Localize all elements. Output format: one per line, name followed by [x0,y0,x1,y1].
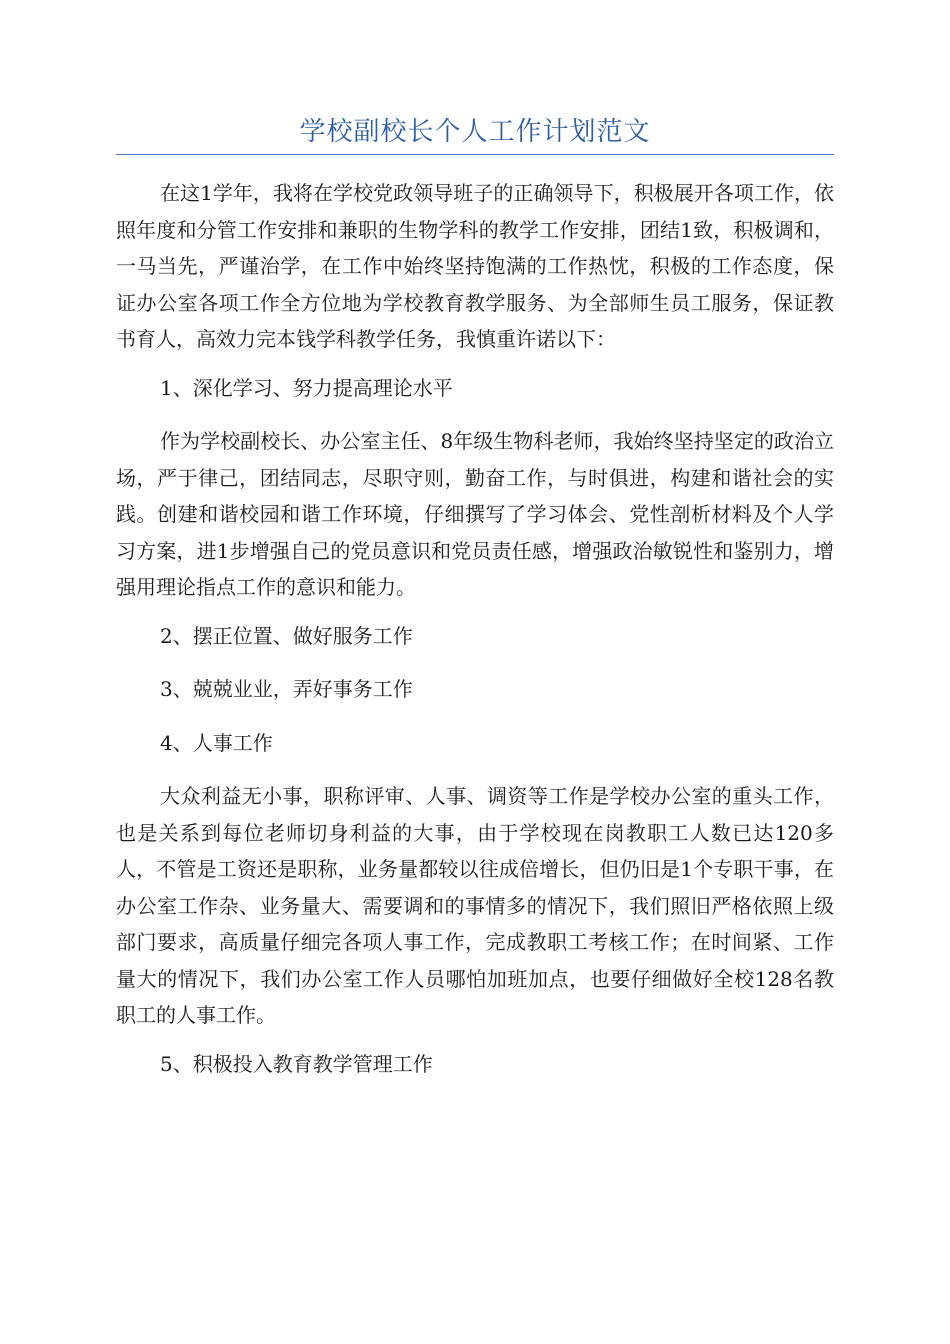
section-heading-1: 1、深化学习、努力提高理论水平 [160,375,453,400]
paragraph-intro: 在这1学年，我将在学校党政领导班子的正确领导下，积极展开各项工作，依照年度和分管工作安排和兼职的生物学科的教学工作安排，团结1致，积极调和，一马当先，严谨治学，在工作中始终坚持饱满的工作热忱，积极的工作态度，保证办公室各项工作全方位地为学校教育教学服务、为全部师生员工服务，保证教书育人，高效力完本钱学科教学任务，我慎重许诺以下： [116,181,834,351]
section-heading-5: 5、积极投入教育教学管理工作 [160,1051,433,1076]
title-underline [116,154,834,155]
section-heading-2: 2、摆正位置、做好服务工作 [160,623,413,648]
paragraph-section-4: 大众利益无小事，职称评审、人事、调资等工作是学校办公室的重头工作，也是关系到每位老师切身利益的大事，由于学校现在岗教职工人数已达120多人，不管是工资还是职称，业务量都较以往成倍增长，但仍旧是1个专职干事，在办公室工作杂、业务量大、需要调和的事情多的情况下，我们照旧严格依照上级部门要求，高质量仔细完各项人事工作，完成教职工考核工作；在时间紧、工作量大的情况下，我们办公室工作人员哪怕加班加点，也要仔细做好全校128名教职工的人事工作。 [116,784,834,1027]
section-heading-3: 3、兢兢业业，弄好事务工作 [160,677,413,701]
page-title: 学校副校长个人工作计划范文 [299,117,651,147]
document-body [116,175,834,1099]
paragraph-section-1: 作为学校副校长、办公室主任、8年级生物科老师，我始终坚持坚定的政治立场，严于律己，团结同志，尽职守则，勤奋工作，与时俱进，构建和谐社会的实践。创建和谐校园和谐工作环境，仔细撰写了学习体会、党性剖析材料及个人学习方案，进1步增强自己的党员意识和党员责任感，增强政治敏锐性和鉴别力，增强用理论指点工作的意识和能力。 [116,429,834,599]
section-heading-4: 4、人事工作 [160,730,273,755]
